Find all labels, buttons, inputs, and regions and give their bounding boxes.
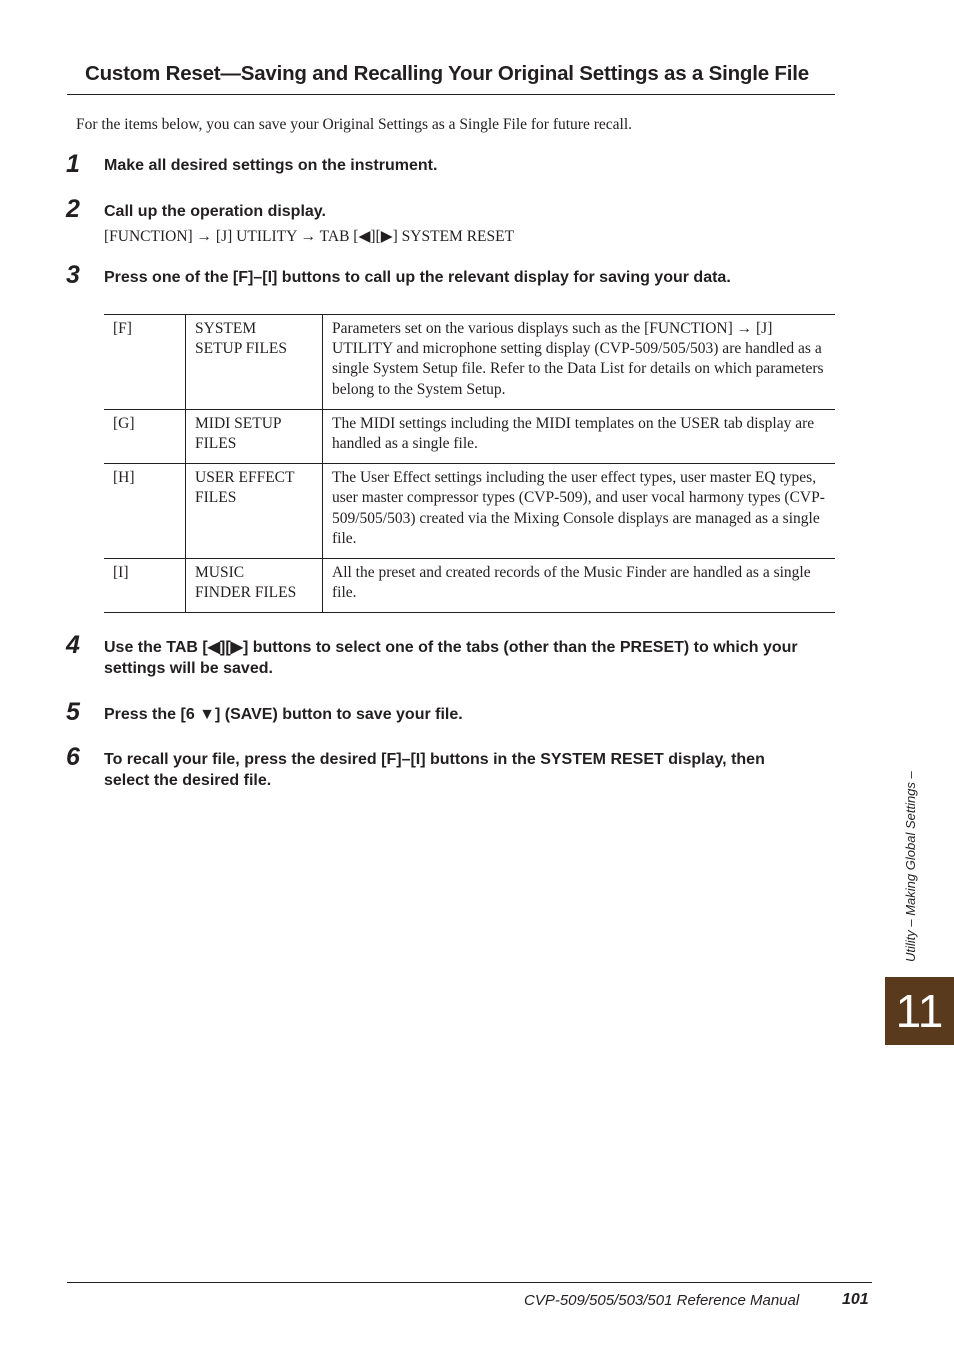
step-number: 1 [66,150,80,178]
step-number: 3 [66,261,80,289]
file-type-cell: MIDI SETUP FILES [186,409,323,463]
intro-text: For the items below, you can save your Original Settings as a Single File for future recall. [76,116,633,133]
step-text: To recall your file, press the desired [F]–[I] buttons in the SYSTEM RESET display, then select the desired file. [104,751,765,789]
table-row [104,409,835,463]
page-number: 101 [842,1291,869,1308]
button-cell: [I] [104,559,186,613]
button-cell: [G] [104,409,186,463]
operation-path: [FUNCTION] → [J] UTILITY → TAB [◀][▶] SYSTEM RESET [104,228,515,245]
step-text: Call up the operation display. [104,203,326,220]
file-types-table [104,314,835,613]
step-number: 4 [66,631,80,659]
chapter-tab: 11 [885,977,954,1045]
file-type-cell: USER EFFECT FILES [186,464,323,559]
step-text: Press one of the [F]–[I] buttons to call up the relevant display for saving your data. [104,269,731,286]
button-cell: [F] [104,315,186,410]
step-text: Make all desired settings on the instrument. [104,157,438,174]
step-number: 5 [66,698,80,726]
step-text: Press the [6 ▼] (SAVE) button to save your file. [104,706,463,723]
description-cell: Parameters set on the various displays such as the [FUNCTION] → [J] UTILITY and microphone setting display (CVP-509/505/503) are handled as a single System Setup file. Refer to the Data List for details on which parameters belong to the System Setup. [323,315,836,410]
table-row [104,559,835,613]
description-cell: The MIDI settings including the MIDI templates on the USER tab display are handled as a single file. [323,409,836,463]
file-type-cell: MUSIC FINDER FILES [186,559,323,613]
footer-manual-title: CVP-509/505/503/501 Reference Manual [524,1292,800,1309]
description-cell: The User Effect settings including the user effect types, user master EQ types, user master compressor types (CVP-509), and user vocal harmony types (CVP-509/505/503) created via the Mixing Console displays are managed as a single file. [323,464,836,559]
description-cell: All the preset and created records of the Music Finder are handled as a single file. [323,559,836,613]
section-title: Custom Reset—Saving and Recalling Your Original Settings as a Single File [85,62,809,85]
table-row [104,315,835,410]
footer-divider [67,1282,872,1283]
button-cell: [H] [104,464,186,559]
file-type-cell: SYSTEM SETUP FILES [186,315,323,410]
step-text: Use the TAB [◀][▶] buttons to select one of the tabs (other than the PRESET) to which your settings will be saved. [104,639,798,677]
chapter-side-label: Utility – Making Global Settings – [903,771,918,962]
step-number: 6 [66,743,80,771]
title-divider [67,94,835,95]
step-number: 2 [66,195,80,223]
table-row [104,464,835,559]
